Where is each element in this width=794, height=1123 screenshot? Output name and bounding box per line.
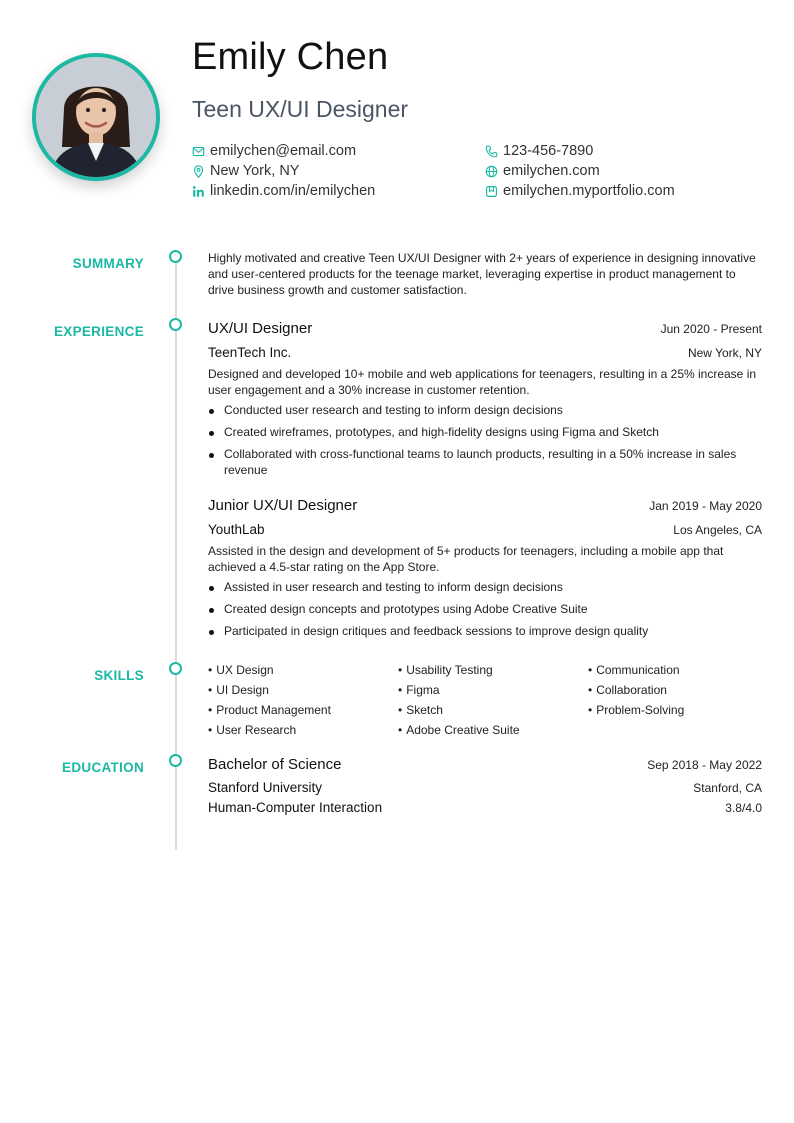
job-description: Assisted in the design and development of 5+ products for teenagers, including a mobile app that achieved a 4.5-star rating on the App Store. [208, 544, 724, 574]
candidate-name: Emily Chen [192, 36, 389, 78]
linkedin-icon [192, 185, 205, 198]
school-location: Stanford, CA [693, 781, 762, 795]
education-dates: Sep 2018 - May 2022 [647, 758, 762, 772]
list-item: Assisted in user research and testing to inform design decisions [208, 579, 762, 595]
degree: Bachelor of Science [208, 756, 342, 773]
skill-item: • UX Design [208, 662, 398, 678]
skill-item: • Adobe Creative Suite [398, 722, 588, 738]
website-text: emilychen.com [503, 163, 600, 179]
list-item: Conducted user research and testing to inform design decisions [208, 402, 762, 418]
job-location: New York, NY [687, 346, 762, 360]
gpa: 3.8/4.0 [725, 801, 762, 815]
profile-photo [32, 53, 160, 181]
job-bullets [208, 579, 762, 639]
mail-icon [192, 145, 205, 158]
job-title-heading: Teen UX/UI Designer [192, 96, 409, 122]
phone-text: 123-456-7890 [503, 143, 594, 159]
section-label-education: EDUCATION [62, 760, 144, 775]
skill-item: • UI Design [208, 682, 398, 698]
list-item: Created wireframes, prototypes, and high-fidelity designs using Figma and Sketch [208, 424, 762, 440]
map-pin-icon [192, 165, 205, 178]
skill-item: • Figma [398, 682, 588, 698]
job-location: Los Angeles, CA [673, 523, 762, 537]
contact-website[interactable] [485, 163, 600, 179]
skill-item: • Communication [588, 662, 762, 678]
job-title: UX/UI Designer [208, 320, 313, 337]
skill-item: • User Research [208, 722, 398, 738]
location-text: New York, NY [210, 163, 300, 179]
globe-icon [485, 165, 498, 178]
section-label-skills: SKILLS [94, 668, 144, 683]
job-description: Designed and developed 10+ mobile and web applications for teenagers, resulting in a 25% increase in user engagement and a 30% increase in customer retention. [208, 367, 757, 397]
email-text: emilychen@email.com [210, 143, 357, 159]
education-entry [208, 756, 762, 815]
job-dates: Jun 2020 - Present [660, 322, 762, 336]
contact-email[interactable] [192, 143, 356, 159]
contact-linkedin[interactable] [192, 183, 375, 199]
timeline-dot [169, 250, 182, 263]
section-label-summary: SUMMARY [72, 256, 144, 271]
contact-portfolio[interactable] [485, 183, 675, 199]
phone-icon [485, 145, 498, 158]
timeline-dot [169, 754, 182, 767]
experience-entry [208, 497, 762, 645]
company-name: YouthLab [208, 522, 265, 537]
job-title: Junior UX/UI Designer [208, 497, 358, 514]
skills-grid [208, 662, 762, 738]
portfolio-text: emilychen.myportfolio.com [503, 183, 675, 199]
timeline-dot [169, 318, 182, 331]
contact-phone[interactable] [485, 143, 593, 159]
section-label-experience: EXPERIENCE [53, 324, 144, 339]
company-name: TeenTech Inc. [208, 345, 292, 360]
skill-item: • Usability Testing [398, 662, 588, 678]
job-bullets [208, 402, 762, 478]
skill-item: • Product Management [208, 702, 398, 718]
list-item: Participated in design critiques and feedback sessions to improve design quality [208, 623, 762, 639]
contact-location [192, 163, 299, 179]
list-item: Created design concepts and prototypes using Adobe Creative Suite [208, 601, 762, 617]
job-dates: Jan 2019 - May 2020 [649, 499, 762, 513]
experience-entry [208, 320, 762, 484]
summary-text: Highly motivated and creative Teen UX/UI Designer with 2+ years of experience in designing innovative and user-centered products for the teenage market, leveraging expertise in product management to drive business growth and customer satisfaction. [208, 251, 756, 297]
timeline-dot [169, 662, 182, 675]
school-name: Stanford University [208, 780, 323, 795]
linkedin-text: linkedin.com/in/emilychen [210, 183, 376, 199]
skill-item: • Problem-Solving [588, 702, 762, 718]
skill-item: • Collaboration [588, 682, 762, 698]
portfolio-icon [485, 185, 498, 198]
skill-item: • Sketch [398, 702, 588, 718]
major: Human-Computer Interaction [208, 800, 383, 815]
list-item: Collaborated with cross-functional teams to launch products, resulting in a 50% increase in sales revenue [208, 446, 762, 478]
